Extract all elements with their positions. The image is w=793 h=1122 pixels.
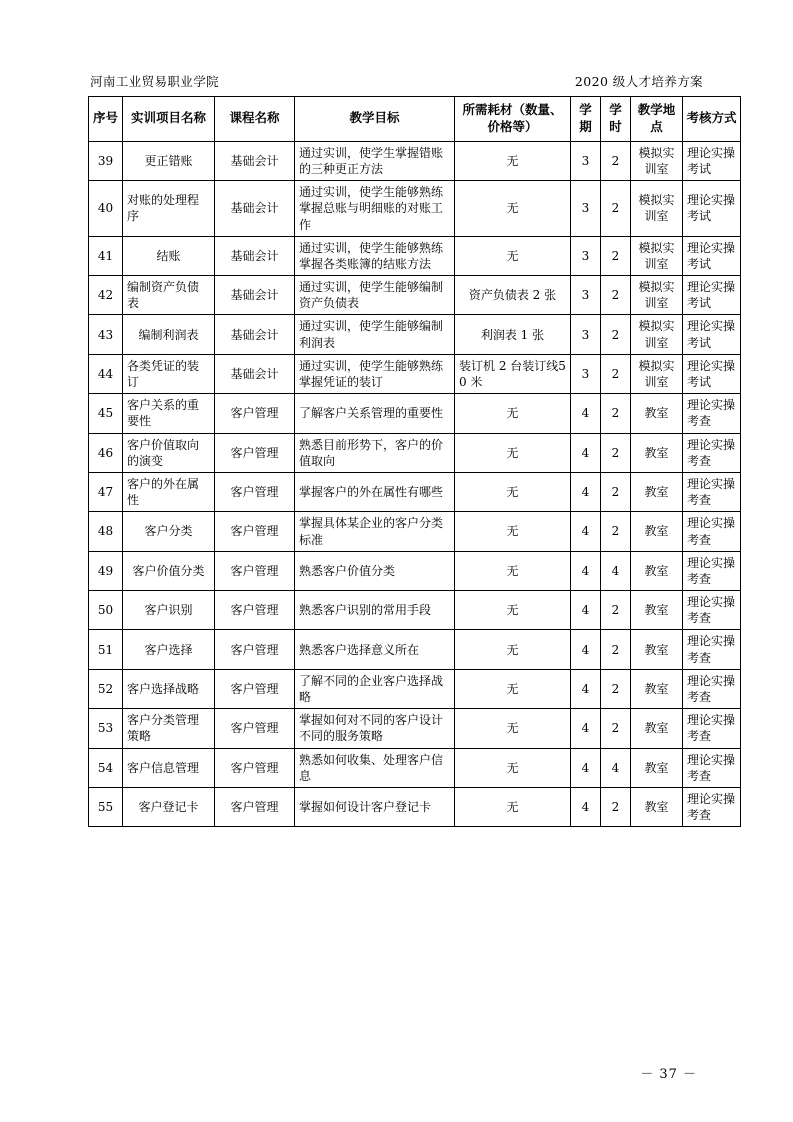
table-row bbox=[89, 551, 741, 590]
cell-course: 客户管理 bbox=[215, 669, 295, 708]
cell-item: 对账的处理程序 bbox=[123, 181, 215, 237]
cell-course: 基础会计 bbox=[215, 181, 295, 237]
cell-place: 教室 bbox=[631, 512, 683, 551]
column-header-term: 学期 bbox=[571, 97, 601, 142]
cell-hours: 2 bbox=[601, 709, 631, 748]
column-header-item: 实训项目名称 bbox=[123, 97, 215, 142]
cell-hours: 2 bbox=[601, 181, 631, 237]
cell-goal: 通过实训，使学生能够熟练掌握凭证的装订 bbox=[295, 354, 455, 393]
cell-course: 客户管理 bbox=[215, 433, 295, 472]
cell-item: 客户选择战略 bbox=[123, 669, 215, 708]
cell-hours: 2 bbox=[601, 276, 631, 315]
cell-hours: 2 bbox=[601, 433, 631, 472]
cell-material: 无 bbox=[455, 669, 571, 708]
cell-term: 3 bbox=[571, 141, 601, 180]
cell-hours: 2 bbox=[601, 787, 631, 826]
cell-place: 教室 bbox=[631, 472, 683, 511]
cell-material: 无 bbox=[455, 141, 571, 180]
cell-item: 客户价值分类 bbox=[123, 551, 215, 590]
cell-exam: 理论实操考试 bbox=[683, 276, 741, 315]
cell-course: 客户管理 bbox=[215, 787, 295, 826]
cell-hours: 2 bbox=[601, 512, 631, 551]
cell-goal: 熟悉客户识别的常用手段 bbox=[295, 591, 455, 630]
cell-term: 4 bbox=[571, 433, 601, 472]
cell-no: 55 bbox=[89, 787, 123, 826]
cell-no: 40 bbox=[89, 181, 123, 237]
cell-item: 客户登记卡 bbox=[123, 787, 215, 826]
cell-hours: 2 bbox=[601, 591, 631, 630]
cell-exam: 理论实操考查 bbox=[683, 630, 741, 669]
cell-course: 客户管理 bbox=[215, 709, 295, 748]
cell-goal: 通过实训，使学生能够熟练掌握各类账簿的结账方法 bbox=[295, 236, 455, 275]
cell-goal: 掌握如何对不同的客户设计不同的服务策略 bbox=[295, 709, 455, 748]
cell-hours: 2 bbox=[601, 394, 631, 433]
cell-no: 53 bbox=[89, 709, 123, 748]
cell-exam: 理论实操考试 bbox=[683, 315, 741, 354]
page-header bbox=[88, 72, 705, 90]
cell-course: 客户管理 bbox=[215, 472, 295, 511]
cell-hours: 4 bbox=[601, 748, 631, 787]
cell-place: 教室 bbox=[631, 433, 683, 472]
cell-place: 教室 bbox=[631, 748, 683, 787]
cell-no: 46 bbox=[89, 433, 123, 472]
cell-material: 无 bbox=[455, 472, 571, 511]
table-row bbox=[89, 181, 741, 237]
cell-term: 4 bbox=[571, 394, 601, 433]
cell-no: 45 bbox=[89, 394, 123, 433]
cell-goal: 掌握如何设计客户登记卡 bbox=[295, 787, 455, 826]
cell-exam: 理论实操考试 bbox=[683, 181, 741, 237]
table-row bbox=[89, 669, 741, 708]
cell-place: 模拟实训室 bbox=[631, 276, 683, 315]
table-row bbox=[89, 394, 741, 433]
cell-term: 3 bbox=[571, 354, 601, 393]
cell-no: 42 bbox=[89, 276, 123, 315]
cell-item: 更正错账 bbox=[123, 141, 215, 180]
cell-place: 教室 bbox=[631, 551, 683, 590]
cell-hours: 2 bbox=[601, 669, 631, 708]
cell-term: 4 bbox=[571, 669, 601, 708]
cell-item: 客户关系的重要性 bbox=[123, 394, 215, 433]
cell-item: 编制资产负债表 bbox=[123, 276, 215, 315]
cell-place: 模拟实训室 bbox=[631, 236, 683, 275]
cell-course: 基础会计 bbox=[215, 354, 295, 393]
cell-no: 51 bbox=[89, 630, 123, 669]
cell-material: 无 bbox=[455, 630, 571, 669]
cell-material: 无 bbox=[455, 748, 571, 787]
cell-exam: 理论实操考查 bbox=[683, 472, 741, 511]
table-row bbox=[89, 236, 741, 275]
cell-material: 无 bbox=[455, 394, 571, 433]
cell-hours: 2 bbox=[601, 630, 631, 669]
cell-material: 无 bbox=[455, 236, 571, 275]
cell-place: 模拟实训室 bbox=[631, 181, 683, 237]
cell-exam: 理论实操考查 bbox=[683, 591, 741, 630]
cell-exam: 理论实操考试 bbox=[683, 354, 741, 393]
cell-place: 模拟实训室 bbox=[631, 141, 683, 180]
table-row bbox=[89, 354, 741, 393]
cell-course: 基础会计 bbox=[215, 315, 295, 354]
cell-exam: 理论实操考查 bbox=[683, 669, 741, 708]
cell-goal: 掌握具体某企业的客户分类标准 bbox=[295, 512, 455, 551]
header-institution: 河南工业贸易职业学院 bbox=[90, 74, 220, 89]
cell-term: 4 bbox=[571, 512, 601, 551]
cell-no: 54 bbox=[89, 748, 123, 787]
cell-material: 利润表 1 张 bbox=[455, 315, 571, 354]
cell-no: 47 bbox=[89, 472, 123, 511]
column-header-course: 课程名称 bbox=[215, 97, 295, 142]
cell-exam: 理论实操考试 bbox=[683, 236, 741, 275]
table-row bbox=[89, 433, 741, 472]
cell-no: 43 bbox=[89, 315, 123, 354]
cell-hours: 2 bbox=[601, 472, 631, 511]
cell-hours: 2 bbox=[601, 236, 631, 275]
cell-goal: 通过实训，使学生能够熟练掌握总账与明细账的对账工作 bbox=[295, 181, 455, 237]
cell-place: 模拟实训室 bbox=[631, 354, 683, 393]
cell-no: 52 bbox=[89, 669, 123, 708]
cell-goal: 通过实训，使学生掌握错账的三种更正方法 bbox=[295, 141, 455, 180]
cell-no: 44 bbox=[89, 354, 123, 393]
cell-item: 客户分类 bbox=[123, 512, 215, 551]
cell-course: 客户管理 bbox=[215, 394, 295, 433]
column-header-material: 所需耗材（数量、价格等） bbox=[455, 97, 571, 142]
column-header-no: 序号 bbox=[89, 97, 123, 142]
cell-hours: 2 bbox=[601, 141, 631, 180]
cell-goal: 熟悉如何收集、处理客户信息 bbox=[295, 748, 455, 787]
table-row bbox=[89, 709, 741, 748]
table-row bbox=[89, 512, 741, 551]
cell-no: 41 bbox=[89, 236, 123, 275]
cell-material: 装订机 2 台装订线50 米 bbox=[455, 354, 571, 393]
page-number: － 37 － bbox=[640, 1067, 697, 1082]
cell-term: 4 bbox=[571, 591, 601, 630]
cell-term: 3 bbox=[571, 315, 601, 354]
cell-goal: 通过实训，使学生能够编制利润表 bbox=[295, 315, 455, 354]
column-header-place: 教学地点 bbox=[631, 97, 683, 142]
cell-material: 无 bbox=[455, 551, 571, 590]
table-row bbox=[89, 748, 741, 787]
cell-hours: 4 bbox=[601, 551, 631, 590]
cell-no: 50 bbox=[89, 591, 123, 630]
cell-place: 教室 bbox=[631, 394, 683, 433]
cell-no: 48 bbox=[89, 512, 123, 551]
cell-place: 模拟实训室 bbox=[631, 315, 683, 354]
page-footer bbox=[0, 1063, 793, 1082]
cell-no: 49 bbox=[89, 551, 123, 590]
cell-item: 结账 bbox=[123, 236, 215, 275]
cell-term: 3 bbox=[571, 236, 601, 275]
cell-item: 客户信息管理 bbox=[123, 748, 215, 787]
training-projects-table bbox=[88, 96, 741, 827]
cell-material: 无 bbox=[455, 433, 571, 472]
table-row bbox=[89, 591, 741, 630]
column-header-hours: 学时 bbox=[601, 97, 631, 142]
cell-item: 客户价值取向的演变 bbox=[123, 433, 215, 472]
table-row bbox=[89, 276, 741, 315]
cell-exam: 理论实操考查 bbox=[683, 433, 741, 472]
cell-material: 无 bbox=[455, 512, 571, 551]
cell-item: 客户分类管理策略 bbox=[123, 709, 215, 748]
cell-term: 4 bbox=[571, 787, 601, 826]
cell-goal: 掌握客户的外在属性有哪些 bbox=[295, 472, 455, 511]
column-header-goal: 教学目标 bbox=[295, 97, 455, 142]
cell-place: 教室 bbox=[631, 630, 683, 669]
table-row bbox=[89, 315, 741, 354]
cell-term: 3 bbox=[571, 181, 601, 237]
cell-material: 资产负债表 2 张 bbox=[455, 276, 571, 315]
cell-item: 客户的外在属性 bbox=[123, 472, 215, 511]
cell-term: 4 bbox=[571, 709, 601, 748]
cell-term: 3 bbox=[571, 276, 601, 315]
cell-term: 4 bbox=[571, 551, 601, 590]
table-row bbox=[89, 472, 741, 511]
table-row bbox=[89, 787, 741, 826]
cell-material: 无 bbox=[455, 709, 571, 748]
cell-exam: 理论实操考查 bbox=[683, 787, 741, 826]
table-row bbox=[89, 630, 741, 669]
cell-course: 基础会计 bbox=[215, 276, 295, 315]
cell-term: 4 bbox=[571, 748, 601, 787]
cell-exam: 理论实操考查 bbox=[683, 551, 741, 590]
cell-course: 客户管理 bbox=[215, 512, 295, 551]
cell-item: 各类凭证的装订 bbox=[123, 354, 215, 393]
cell-place: 教室 bbox=[631, 787, 683, 826]
cell-item: 客户识别 bbox=[123, 591, 215, 630]
cell-goal: 了解客户关系管理的重要性 bbox=[295, 394, 455, 433]
cell-material: 无 bbox=[455, 591, 571, 630]
cell-place: 教室 bbox=[631, 709, 683, 748]
cell-place: 教室 bbox=[631, 669, 683, 708]
cell-course: 基础会计 bbox=[215, 141, 295, 180]
cell-material: 无 bbox=[455, 181, 571, 237]
header-document-title: 2020 级人才培养方案 bbox=[574, 74, 703, 89]
cell-goal: 了解不同的企业客户选择战略 bbox=[295, 669, 455, 708]
cell-course: 客户管理 bbox=[215, 551, 295, 590]
cell-hours: 2 bbox=[601, 354, 631, 393]
cell-goal: 熟悉客户选择意义所在 bbox=[295, 630, 455, 669]
cell-course: 客户管理 bbox=[215, 748, 295, 787]
cell-exam: 理论实操考试 bbox=[683, 141, 741, 180]
cell-exam: 理论实操考查 bbox=[683, 709, 741, 748]
cell-course: 客户管理 bbox=[215, 591, 295, 630]
cell-no: 39 bbox=[89, 141, 123, 180]
cell-term: 4 bbox=[571, 472, 601, 511]
cell-hours: 2 bbox=[601, 315, 631, 354]
table-header-row bbox=[89, 97, 741, 142]
cell-goal: 熟悉目前形势下，客户的价值取向 bbox=[295, 433, 455, 472]
cell-goal: 熟悉客户价值分类 bbox=[295, 551, 455, 590]
cell-term: 4 bbox=[571, 630, 601, 669]
cell-material: 无 bbox=[455, 787, 571, 826]
cell-course: 客户管理 bbox=[215, 630, 295, 669]
table-row bbox=[89, 141, 741, 180]
table-body bbox=[89, 141, 741, 827]
cell-exam: 理论实操考查 bbox=[683, 512, 741, 551]
cell-goal: 通过实训，使学生能够编制资产负债表 bbox=[295, 276, 455, 315]
cell-exam: 理论实操考查 bbox=[683, 748, 741, 787]
cell-exam: 理论实操考查 bbox=[683, 394, 741, 433]
cell-course: 基础会计 bbox=[215, 236, 295, 275]
cell-item: 客户选择 bbox=[123, 630, 215, 669]
cell-place: 教室 bbox=[631, 591, 683, 630]
cell-item: 编制利润表 bbox=[123, 315, 215, 354]
column-header-exam: 考核方式 bbox=[683, 97, 741, 142]
